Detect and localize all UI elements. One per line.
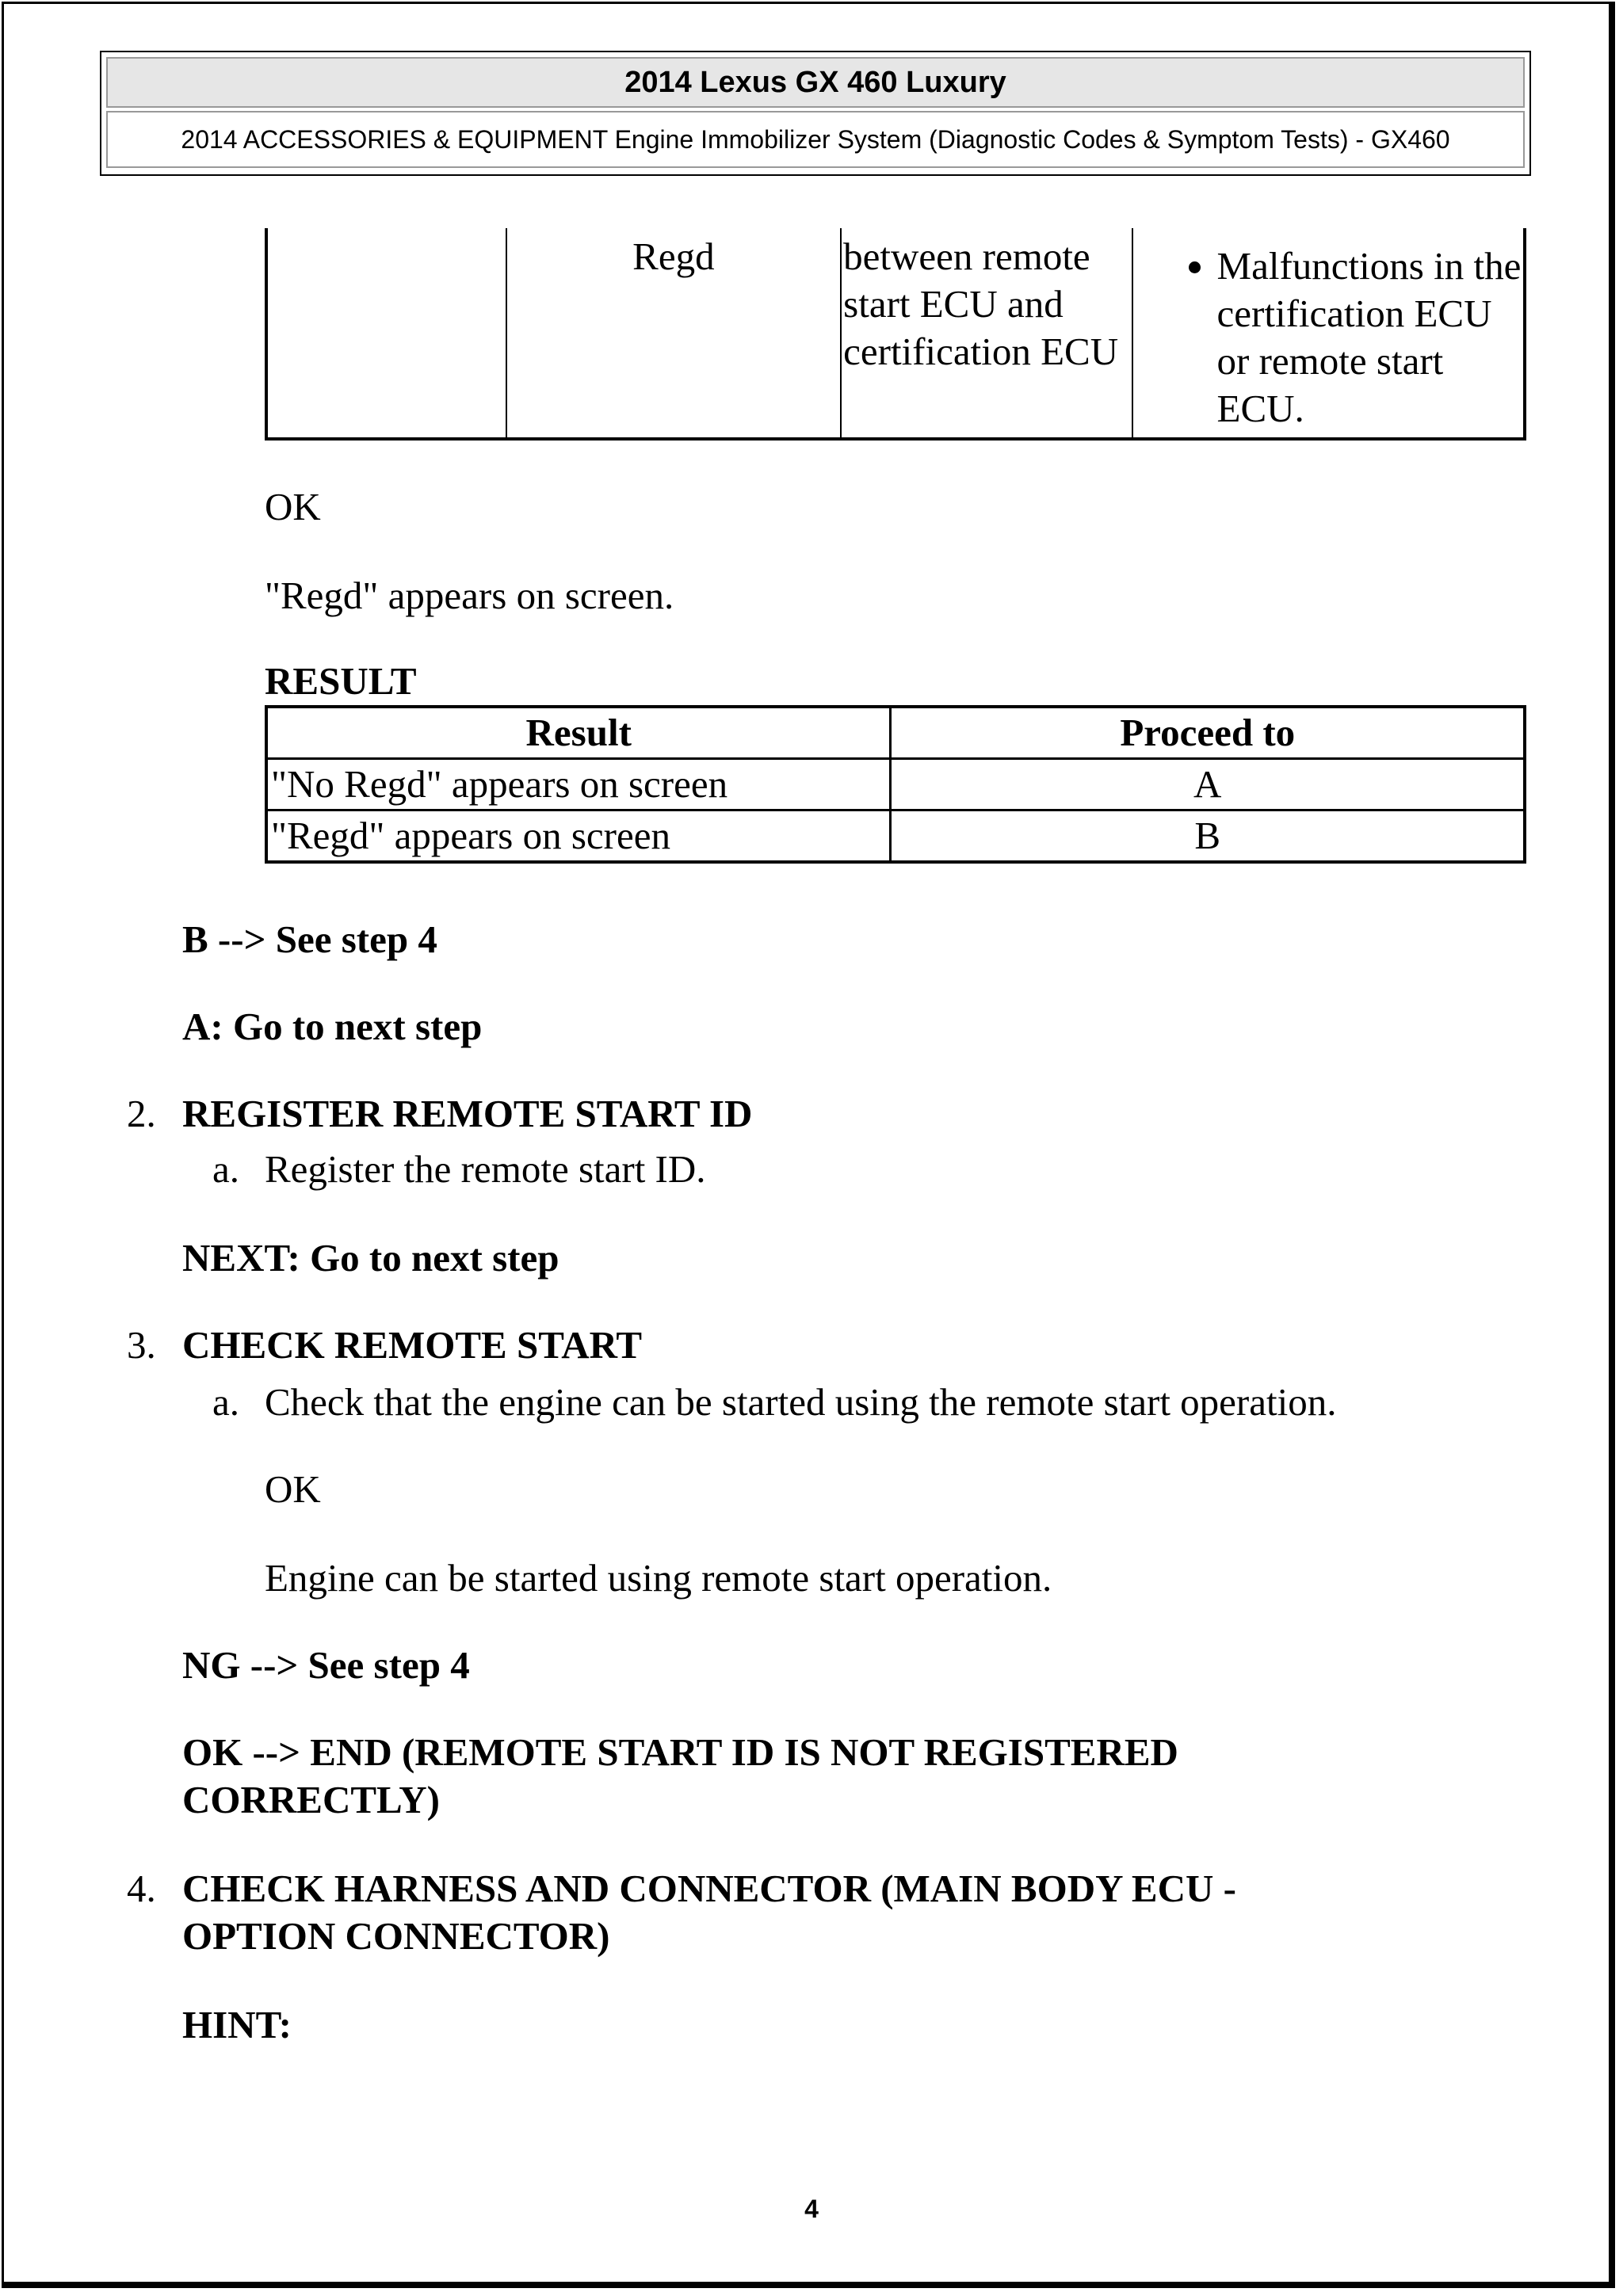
page-number: 4 [804, 2195, 819, 2223]
step-title-line1: CHECK HARNESS AND CONNECTOR (MAIN BODY ECU - [182, 1867, 1236, 1910]
step-number: 3. [127, 1323, 156, 1367]
table-cell: between remote start ECU and certification ECU [841, 228, 1132, 439]
result-heading: RESULT [265, 659, 417, 703]
ok-end-text-line2: CORRECTLY) [182, 1778, 440, 1821]
ok-label: OK [265, 1467, 321, 1511]
ok-text: "Regd" appears on screen. [265, 574, 674, 617]
table-cell: A [891, 759, 1525, 810]
column-header: Proceed to [891, 707, 1525, 759]
continued-table [265, 228, 1526, 441]
sub-step-letter: a. [212, 1380, 239, 1424]
header-title: 2014 Lexus GX 460 Luxury [106, 57, 1525, 108]
table-cell: "Regd" appears on screen [266, 810, 891, 863]
document-header [100, 51, 1531, 176]
ng-branch-text: NG --> See step 4 [182, 1643, 470, 1687]
sub-step-text: Register the remote start ID. [265, 1147, 706, 1191]
branch-b-text: B --> See step 4 [182, 917, 437, 961]
step-number: 2. [127, 1092, 156, 1135]
table-header-row [266, 707, 1525, 759]
list-item: • Malfunctions in the certification ECU or remote start ECU. [1217, 242, 1523, 433]
table-row [266, 759, 1525, 810]
sub-step-letter: a. [212, 1147, 239, 1191]
table-cell: "No Regd" appears on screen [266, 759, 891, 810]
result-table [265, 705, 1526, 864]
table-cell: Regd [506, 228, 842, 439]
branch-a-text: A: Go to next step [182, 1005, 483, 1048]
bullet-list [1133, 242, 1523, 433]
table-cell [266, 228, 506, 439]
hint-label: HINT: [182, 2003, 292, 2046]
column-header: Result [266, 707, 891, 759]
table-row [266, 810, 1525, 863]
table-cell [1132, 228, 1525, 439]
step-number: 4. [127, 1867, 156, 1910]
step-title: REGISTER REMOTE START ID [182, 1092, 753, 1135]
step-title: CHECK REMOTE START [182, 1323, 643, 1367]
header-subtitle: 2014 ACCESSORIES & EQUIPMENT Engine Immobilizer System (Diagnostic Codes & Symptom Tests) - GX460 [106, 111, 1525, 168]
next-step-text: NEXT: Go to next step [182, 1236, 559, 1280]
step-title-line2: OPTION CONNECTOR) [182, 1914, 610, 1958]
table-row [266, 228, 1525, 439]
table-cell: B [891, 810, 1525, 863]
ok-text: Engine can be started using remote start operation. [265, 1556, 1052, 1600]
ok-label: OK [265, 485, 321, 528]
ok-end-text-line1: OK --> END (REMOTE START ID IS NOT REGISTERED [182, 1730, 1178, 1774]
sub-step-text: Check that the engine can be started using the remote start operation. [265, 1380, 1337, 1424]
